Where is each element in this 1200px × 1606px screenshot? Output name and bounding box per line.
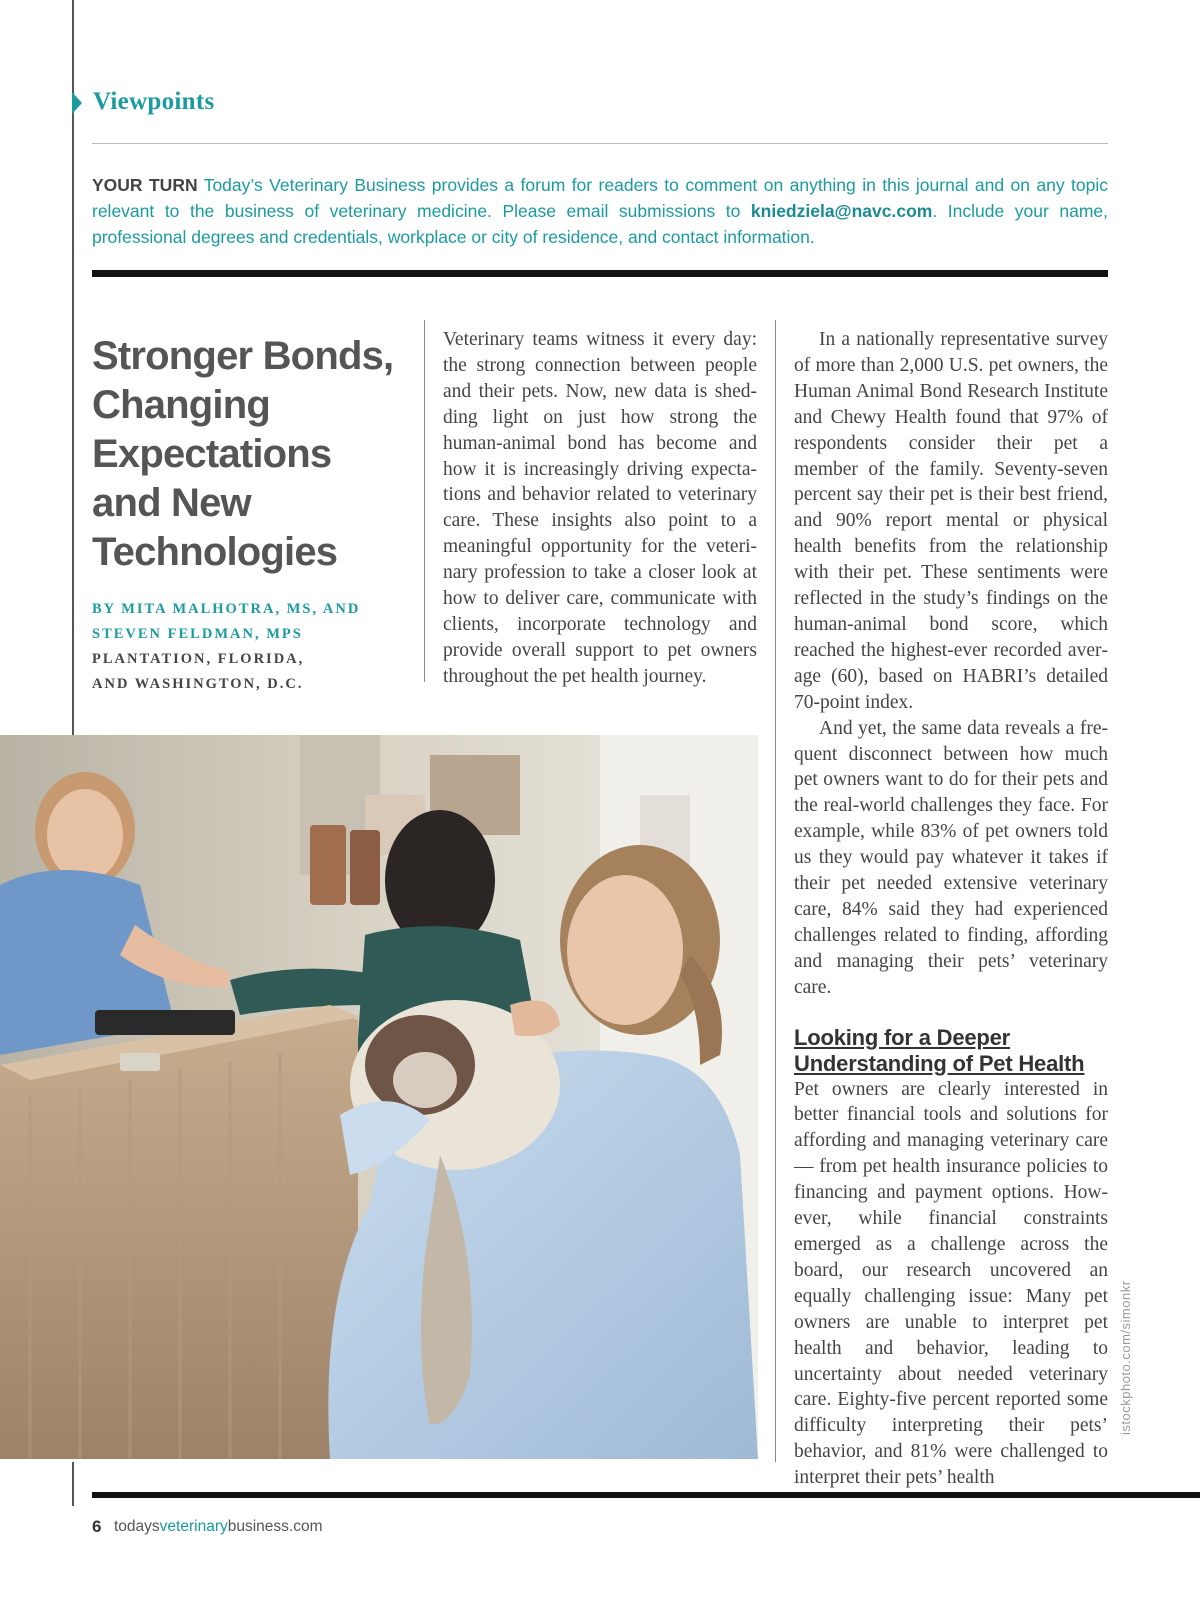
photo-credit: istockphoto.com/simonkr — [1118, 1280, 1133, 1435]
body-paragraph: And yet, the same data reveals a frequent disconnect between how much pet owners want to do for their pets and the real-world challenges they face. For example, while 83% of pet owners told us they would pay whatever it takes if their pet needed extensive veterinary care, 84% said they had experienced challenges related to finding, affording and managing their pets’ veterinary care. — [794, 717, 1108, 998]
site-url-suffix: business.com — [227, 1518, 323, 1535]
byline-location: AND WASHINGTON, D.C. — [92, 676, 304, 692]
headline-line: Stronger Bonds, — [92, 334, 394, 378]
byline-authors: STEVEN FELDMAN, MPS — [92, 626, 303, 642]
footer-divider — [92, 1492, 1200, 1498]
divider — [92, 143, 1108, 144]
headline-line: Technologies — [92, 530, 338, 574]
your-turn-notice — [92, 172, 1108, 250]
headline-line: Changing — [92, 383, 271, 427]
your-turn-text-end: . Include your name, professional degrees and credentials, workplace or city of residence, and contact information. — [92, 201, 1109, 247]
body-paragraph: In a nationally representative survey of more than 2,000 U.S. pet owners, the Human Animal Bond Research Institute and Chewy Health found that 97% of respondents consider their pet a member of the family. Seventy-seven percent say their pet is their best friend, and 90% report mental or physical health benefits from the relationship with their pet. These sentiments were reflected in the study’s findings on the human-animal bond score, which reached the highest-ever recorded average (60), based on HABRI’s detailed 70-point index. — [794, 329, 1108, 713]
body-paragraph: Pet owners are clearly interested in better financial tools and solutions for affording and managing veterinary care — from pet health insurance policies to financing and payment options. However, while financial constraints emerged as a challenge across the board, our research uncovered an equally challenging issue: Many pet owners are unable to interpret pet health and behavior, leading to uncertainty about needed veterinary care. Eighty-five percent reported some difficulty interpreting their pets’ behavior, and 81% were challenged to interpret their pets’ health — [794, 1078, 1108, 1489]
body-paragraph: Veterinary teams witness it every day: the strong connection between people and their pets. Now, new data is shedding light on just how strong the human-animal bond has become and how it is increasingly driving expectations and behavior related to veterinary care. These insights also point to a meaningful opportunity for the veterinary profession to take a closer look at how to deliver care, communicate with clients, incorporate technology and provide overall support to pet owners throughout the pet health journey. — [443, 329, 757, 687]
email-link[interactable]: kniedziela@navc.com — [750, 201, 933, 221]
headline-line: Expectations — [92, 432, 332, 476]
your-turn-lead: YOUR TURN — [92, 175, 198, 195]
subheading — [794, 1025, 1108, 1077]
subheading-line: Looking for a Deeper — [794, 1024, 1011, 1050]
article-headline — [92, 332, 402, 577]
triangle-right-icon — [72, 92, 82, 114]
your-turn-text: Today’s Veterinary Business provides a forum for readers to comment on anything in this journal and on any topic relevant to the business of veterinary medicine. Please email submissions to — [92, 175, 1108, 221]
site-url[interactable] — [114, 1518, 323, 1536]
article-column-right — [794, 327, 1108, 1491]
column-rule — [775, 320, 776, 1462]
article-photo — [0, 735, 758, 1459]
site-url-accent: veterinary — [159, 1518, 228, 1535]
byline-location: PLANTATION, FLORIDA, — [92, 651, 305, 667]
byline-authors: BY MITA MALHOTRA, MS, AND — [92, 601, 361, 617]
article-column-middle — [443, 327, 757, 690]
page-number: 6 — [92, 1517, 102, 1536]
subheading-line: Understanding of Pet Health — [794, 1050, 1085, 1076]
site-url-prefix: todays — [114, 1518, 160, 1535]
column-rule — [424, 320, 425, 682]
headline-line: and New — [92, 481, 251, 525]
margin-rule-footer — [72, 1462, 74, 1506]
section-label: Viewpoints — [93, 88, 215, 115]
byline — [92, 597, 412, 697]
section-divider — [92, 270, 1108, 277]
